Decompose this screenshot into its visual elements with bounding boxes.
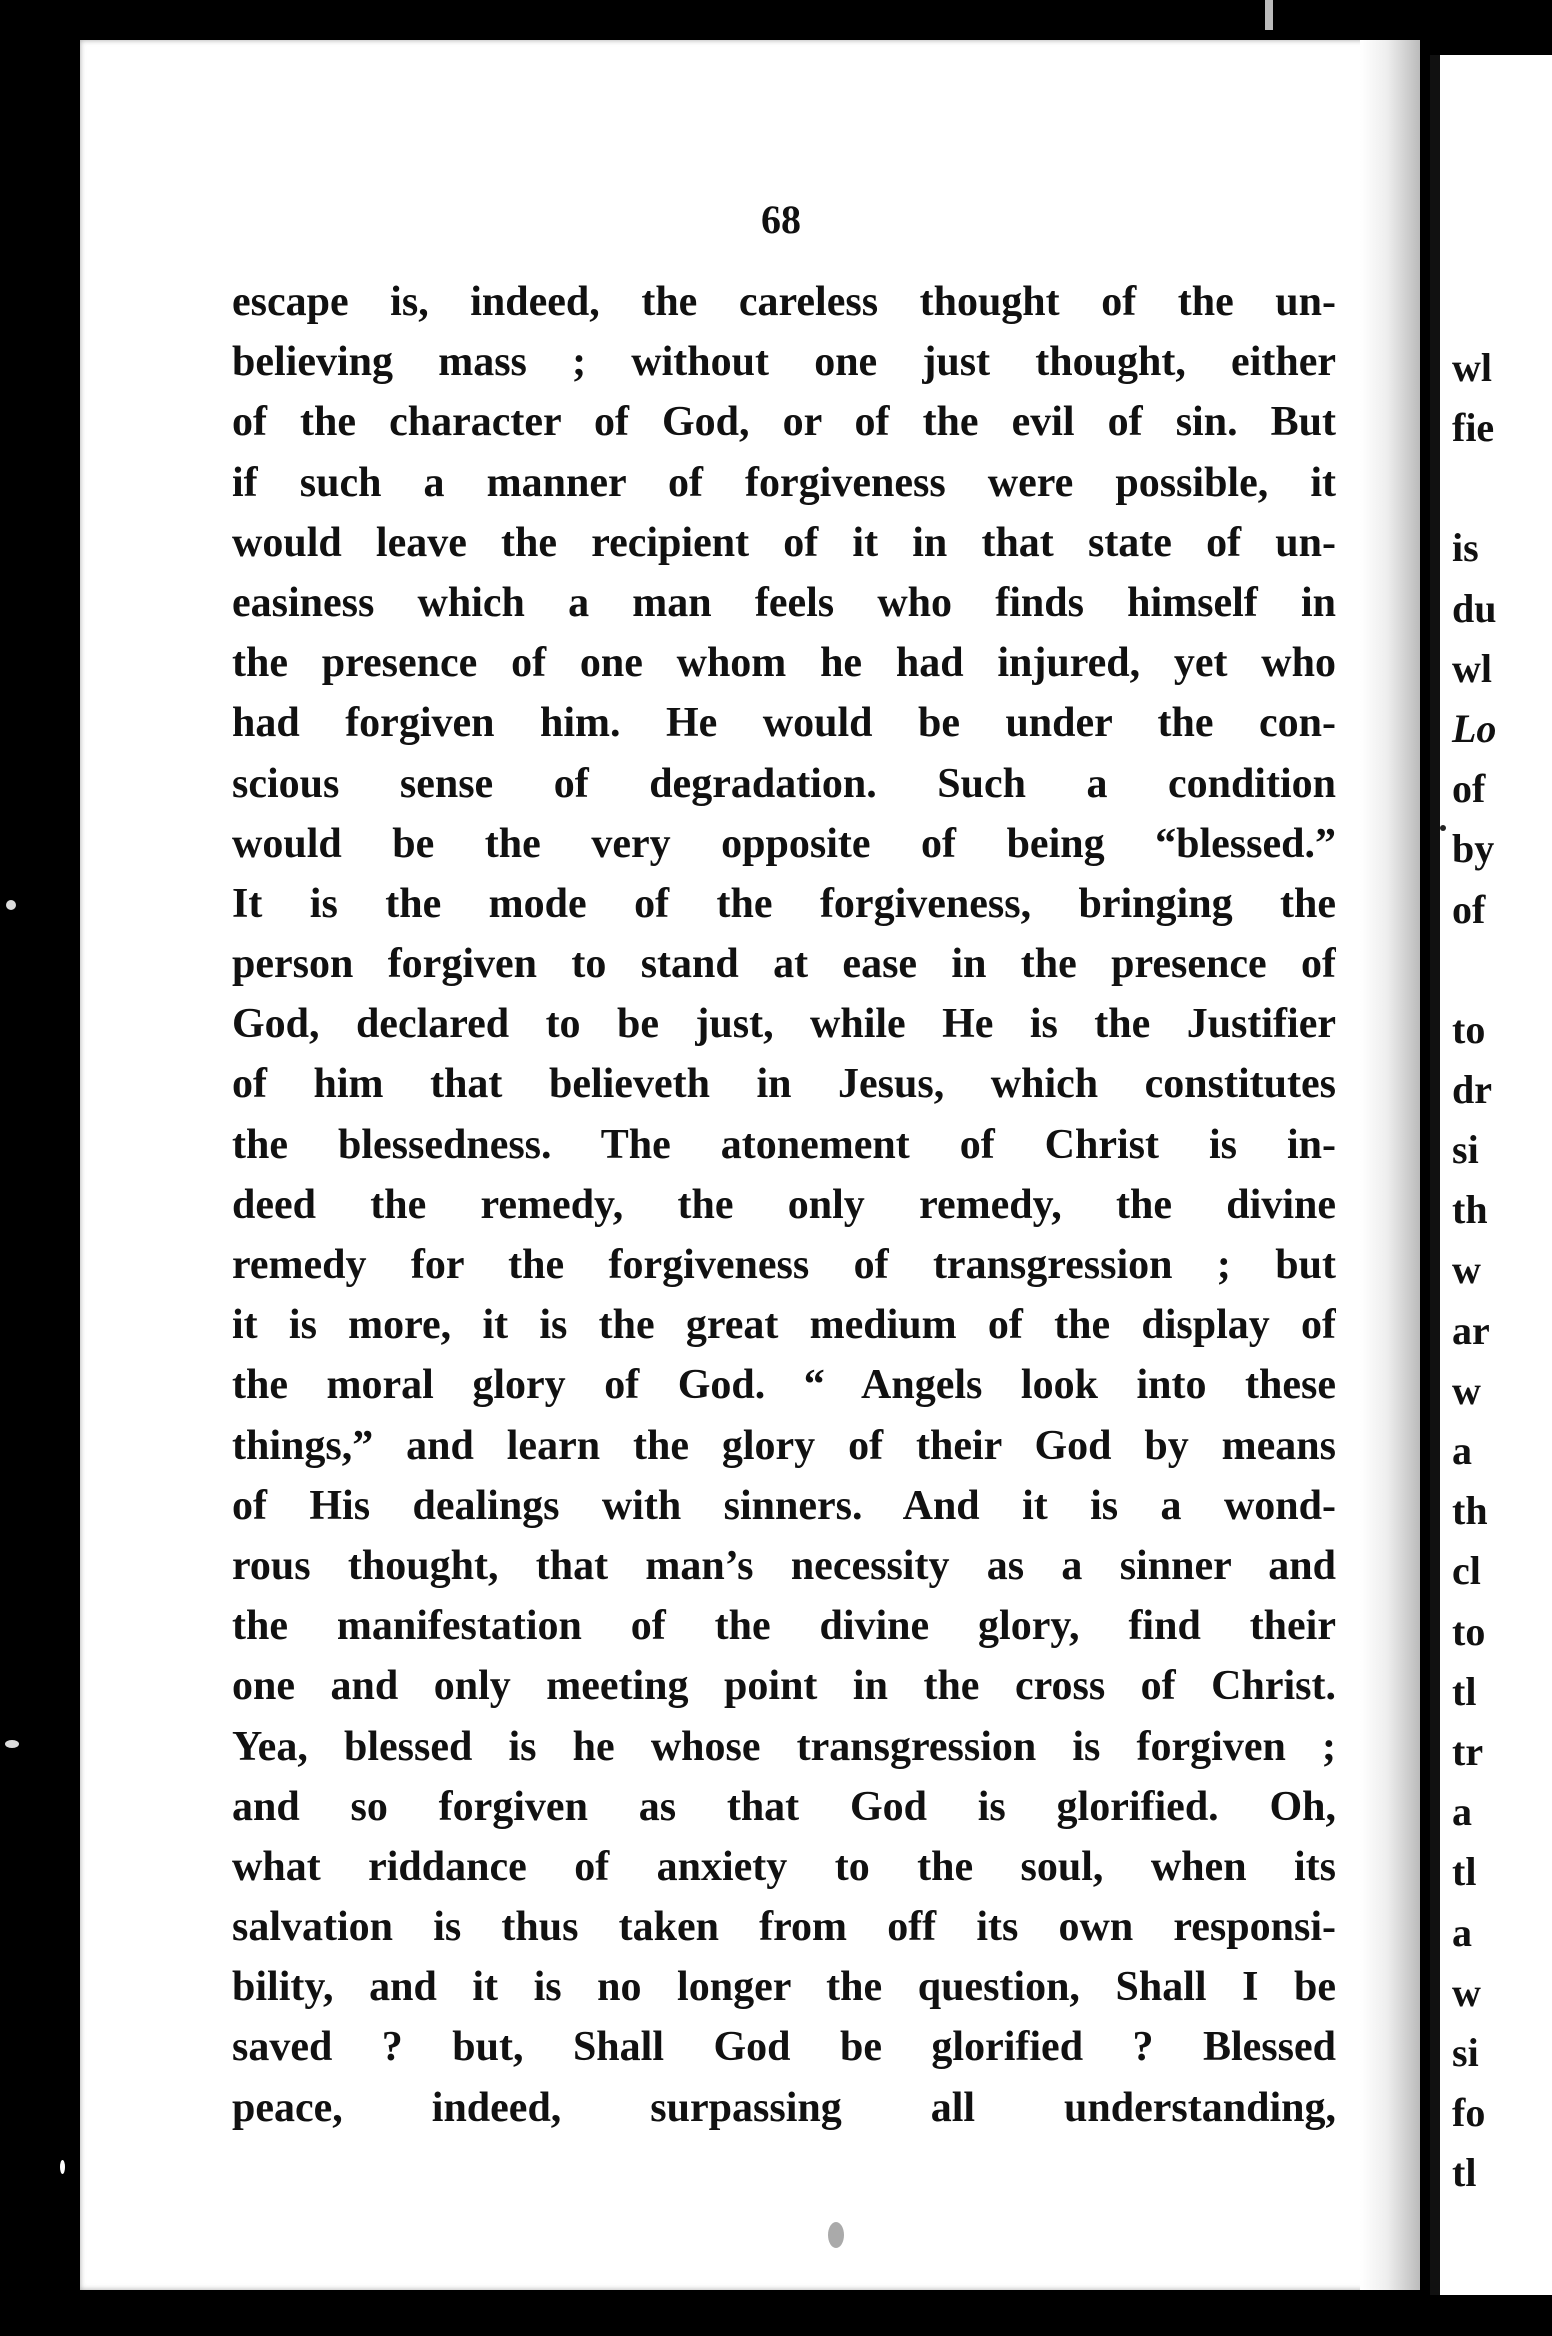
text-line: things,” and learn the glory of their God by means — [232, 1422, 1336, 1469]
scan-speck — [1265, 0, 1273, 30]
facing-line-fragment: si — [1452, 1127, 1479, 1173]
text-line: rous thought, that man’s necessity as a sinner and — [232, 1542, 1336, 1589]
text-line: scious sense of degradation. Such a condition — [232, 760, 1336, 807]
facing-line-fragment: a — [1452, 1909, 1472, 1955]
text-line: what riddance of anxiety to the soul, when its — [232, 1843, 1336, 1890]
facing-line-fragment: th — [1452, 1488, 1488, 1534]
facing-line-fragment: a — [1452, 1789, 1472, 1835]
facing-page-text — [1452, 338, 1497, 2203]
text-line: It is the mode of the forgiveness, bringing the — [232, 880, 1336, 927]
facing-line-fragment: a — [1452, 1428, 1472, 1473]
text-line: believing mass ; without one just thought, either — [232, 339, 1336, 386]
facing-line-fragment: by — [1452, 826, 1495, 872]
facing-line-fragment: fo — [1452, 2090, 1486, 2136]
scan-speck — [5, 1740, 19, 1748]
facing-line-fragment: fie — [1452, 405, 1495, 451]
facing-line-fragment: ar — [1452, 1307, 1490, 1353]
text-line: Yea, blessed is he whose transgression is forgiven ; — [232, 1723, 1336, 1770]
facing-line-fragment: of — [1452, 886, 1486, 932]
facing-line-fragment: Lo — [1452, 705, 1497, 751]
text-line: peace, indeed, surpassing all understanding, — [232, 2084, 1336, 2131]
text-line: one and only meeting point in the cross of Christ. — [232, 1663, 1336, 1710]
facing-line-fragment: w — [1452, 1969, 1481, 2015]
facing-line-fragment: si — [1452, 2029, 1479, 2075]
text-line: the manifestation of the divine glory, find their — [232, 1603, 1336, 1650]
body-text — [232, 272, 1336, 2138]
text-line: would leave the recipient of it in that state of un- — [232, 519, 1336, 566]
text-line: would be the very opposite of being “blessed.” — [232, 820, 1336, 867]
text-line: the blessedness. The atonement of Christ is in- — [232, 1121, 1336, 1168]
facing-line-fragment: dr — [1452, 1066, 1492, 1112]
scan-speck — [6, 900, 16, 910]
text-line: salvation is thus taken from off its own responsi- — [232, 1904, 1336, 1951]
facing-line-fragment: w — [1452, 1247, 1481, 1293]
facing-line-fragment: to — [1452, 1608, 1486, 1654]
text-line: and so forgiven as that God is glorified. Oh, — [232, 1783, 1336, 1830]
facing-line-fragment: to — [1452, 1006, 1486, 1052]
text-line: bility, and it is no longer the question, Shall I be — [232, 1964, 1336, 2011]
text-line: escape is, indeed, the careless thought of the un- — [232, 279, 1336, 325]
scan-speck — [60, 2160, 65, 2174]
gutter-shadow — [1360, 40, 1420, 2290]
text-line: remedy for the forgiveness of transgression ; but — [232, 1242, 1336, 1288]
scan-speck — [1440, 825, 1446, 831]
facing-line-fragment: du — [1452, 585, 1497, 631]
facing-line-fragment: is — [1452, 525, 1479, 571]
text-line: it is more, it is the great medium of the display of — [232, 1302, 1336, 1349]
text-line: person forgiven to stand at ease in the presence of — [232, 941, 1336, 988]
facing-line-fragment: tl — [1452, 2150, 1477, 2196]
facing-line-fragment: cl — [1452, 1548, 1481, 1594]
facing-line-fragment: tl — [1452, 1668, 1477, 1714]
text-line: God, declared to be just, while He is the Justifier — [232, 1001, 1336, 1048]
text-line: easiness which a man feels who finds himself in — [232, 579, 1336, 626]
text-line: of His dealings with sinners. And it is a wond- — [232, 1482, 1336, 1529]
facing-line-fragment: of — [1452, 766, 1486, 812]
text-line: of the character of God, or of the evil of sin. But — [232, 399, 1336, 446]
facing-line-fragment: tl — [1452, 1849, 1477, 1895]
text-line: if such a manner of forgiveness were possible, it — [232, 459, 1336, 506]
text-line: the moral glory of God. “ Angels look into these — [232, 1362, 1336, 1409]
facing-line-fragment: w — [1452, 1367, 1481, 1413]
scan-speck — [828, 2222, 844, 2248]
text-line: saved ? but, Shall God be glorified ? Blessed — [232, 2024, 1336, 2071]
facing-line-fragment: wl — [1452, 345, 1492, 390]
text-line: of him that believeth in Jesus, which constitutes — [232, 1061, 1336, 1108]
facing-line-fragment: th — [1452, 1187, 1488, 1233]
facing-line-fragment: wl — [1452, 645, 1492, 691]
page-number: 68 — [761, 197, 801, 242]
text-line: had forgiven him. He would be under the con- — [232, 700, 1336, 747]
right-page-edge — [1430, 55, 1552, 2295]
text-line: the presence of one whom he had injured, yet who — [232, 640, 1336, 687]
text-line: deed the remedy, the only remedy, the divine — [232, 1181, 1336, 1228]
facing-line-fragment: tr — [1452, 1728, 1484, 1774]
